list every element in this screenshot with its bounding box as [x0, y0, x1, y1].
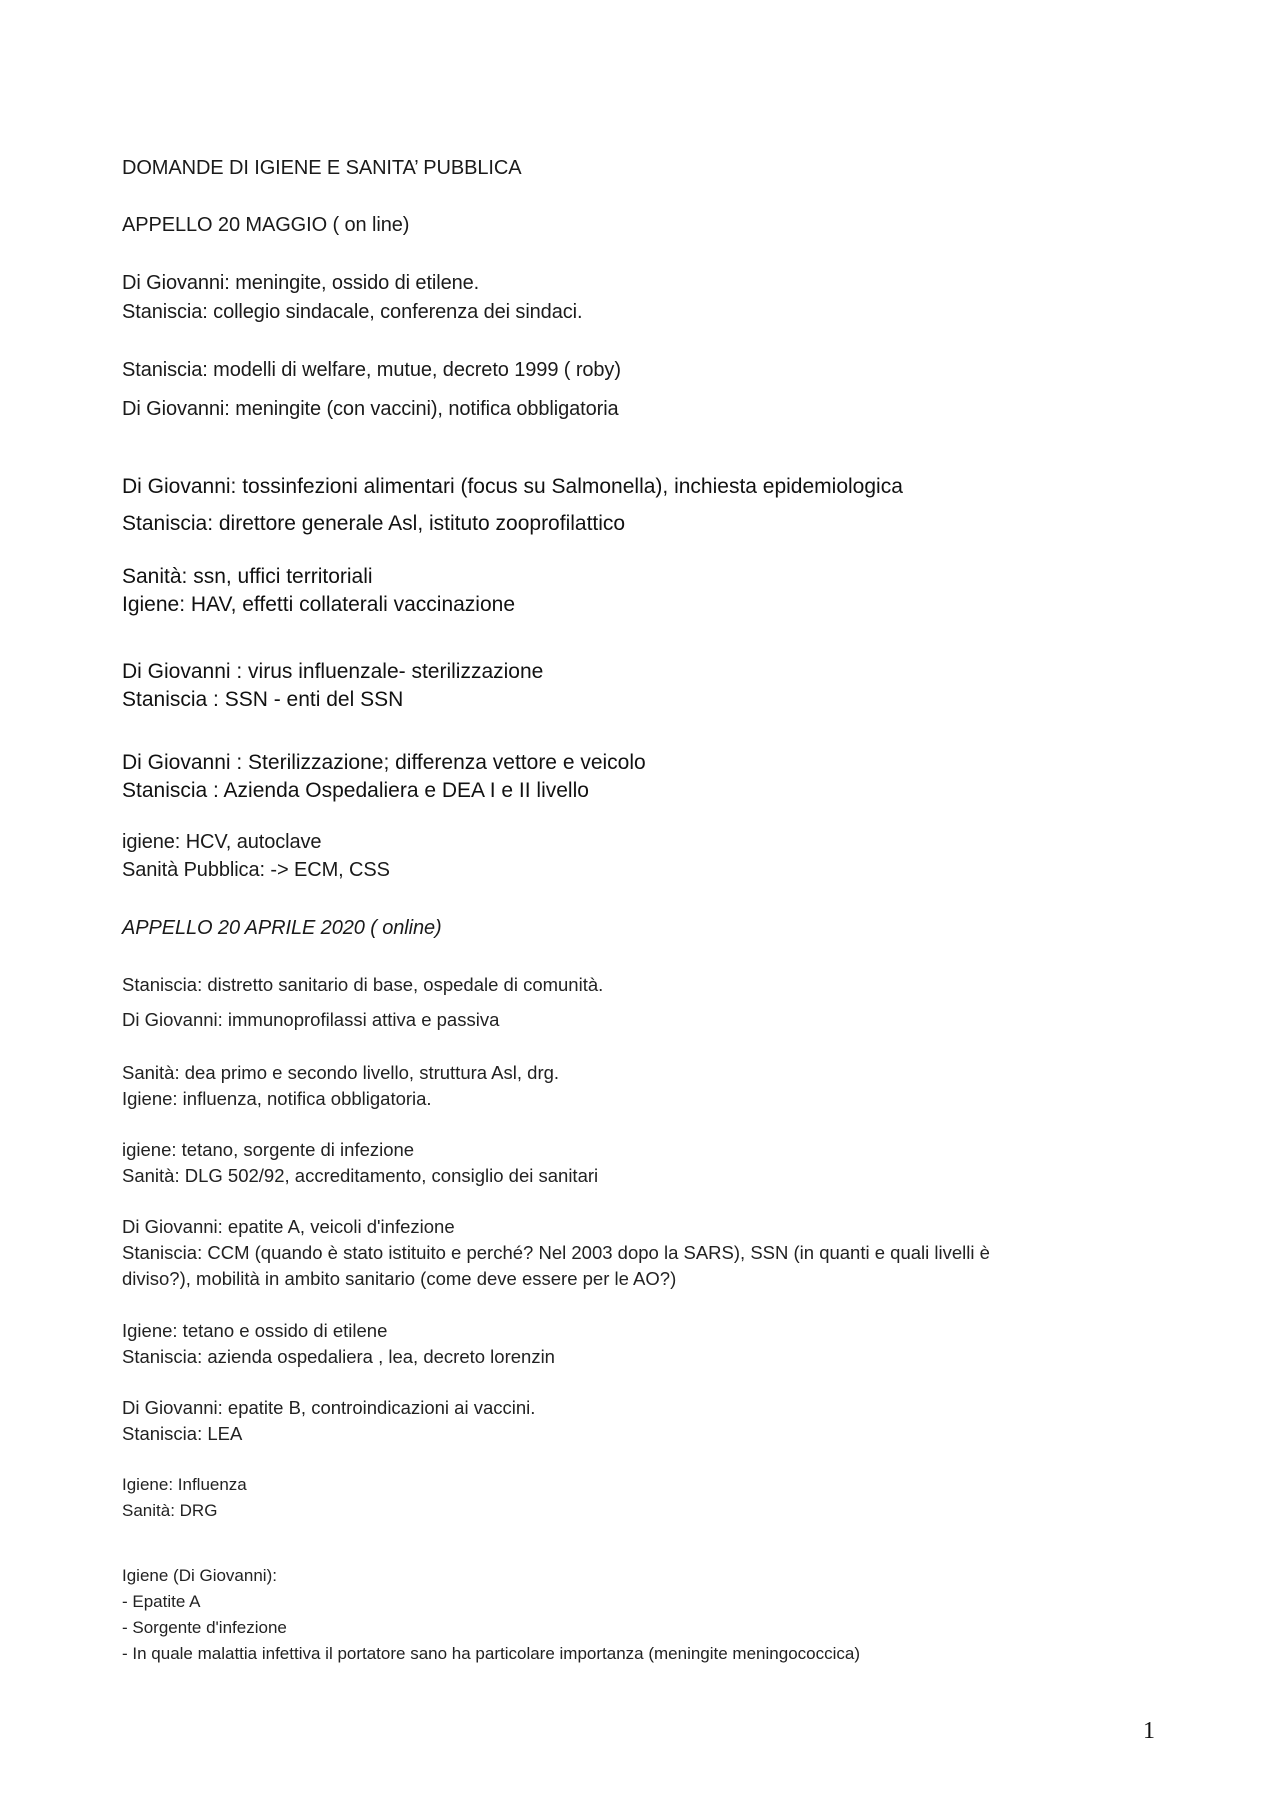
text-line: Staniscia: direttore generale Asl, istituto zooprofilattico	[122, 512, 626, 535]
text-line: Di Giovanni: meningite, ossido di etilene.	[122, 272, 480, 294]
text-line: Staniscia: CCM (quando è stato istituito e perché? Nel 2003 dopo la SARS), SSN (in quanti e quali livelli è	[122, 1242, 990, 1263]
page-number: 1	[1143, 1718, 1155, 1744]
text-line: Sanità: ssn, uffici territoriali	[122, 565, 373, 588]
text-line: Di Giovanni : Sterilizzazione; differenza vettore e veicolo	[122, 751, 646, 774]
text-line: Sanità: DLG 502/92, accreditamento, consiglio dei sanitari	[122, 1165, 599, 1186]
text-line: igiene: HCV, autoclave	[122, 831, 322, 853]
text-line: Staniscia : SSN - enti del SSN	[122, 688, 404, 711]
list-item: - In quale malattia infettiva il portatore sano ha particolare importanza (meningite meningococcica)	[122, 1644, 860, 1663]
text-line: Sanità: DRG	[122, 1501, 218, 1520]
text-line: Staniscia: collegio sindacale, conferenza dei sindaci.	[122, 301, 583, 323]
text-line: Sanità Pubblica: -> ECM, CSS	[122, 859, 390, 881]
text-line: Di Giovanni: epatite B, controindicazioni ai vaccini.	[122, 1397, 536, 1418]
text-line: Igiene: influenza, notifica obbligatoria.	[122, 1088, 432, 1109]
text-line: Igiene: tetano e ossido di etilene	[122, 1320, 388, 1341]
text-line: Di Giovanni: meningite (con vaccini), notifica obbligatoria	[122, 398, 619, 420]
text-line: diviso?), mobilità in ambito sanitario (come deve essere per le AO?)	[122, 1268, 677, 1289]
text-line: Staniscia : Azienda Ospedaliera e DEA I e II livello	[122, 779, 589, 802]
text-line: Igiene: Influenza	[122, 1475, 247, 1494]
section-heading-appello-aprile: APPELLO 20 APRILE 2020 ( online)	[122, 917, 442, 939]
text-line: Di Giovanni : virus influenzale- sterilizzazione	[122, 660, 544, 683]
text-line: Staniscia: LEA	[122, 1423, 243, 1444]
text-line: Di Giovanni: immunoprofilassi attiva e passiva	[122, 1009, 500, 1030]
document-title: DOMANDE DI IGIENE E SANITA’ PUBBLICA	[122, 157, 522, 179]
text-line: Di Giovanni: epatite A, veicoli d'infezione	[122, 1216, 455, 1237]
text-line: Sanità: dea primo e secondo livello, struttura Asl, drg.	[122, 1062, 560, 1083]
text-line: Di Giovanni: tossinfezioni alimentari (focus su Salmonella), inchiesta epidemiologica	[122, 475, 903, 498]
section-heading-appello-maggio: APPELLO 20 MAGGIO ( on line)	[122, 214, 410, 236]
list-item: - Epatite A	[122, 1592, 201, 1611]
list-item: - Sorgente d'infezione	[122, 1618, 287, 1637]
text-line: Igiene (Di Giovanni):	[122, 1566, 277, 1585]
text-line: Igiene: HAV, effetti collaterali vaccinazione	[122, 593, 516, 616]
text-line: Staniscia: modelli di welfare, mutue, decreto 1999 ( roby)	[122, 359, 621, 381]
text-line: Staniscia: distretto sanitario di base, ospedale di comunità.	[122, 974, 604, 995]
text-line: Staniscia: azienda ospedaliera , lea, decreto lorenzin	[122, 1346, 555, 1367]
text-line: igiene: tetano, sorgente di infezione	[122, 1139, 415, 1160]
